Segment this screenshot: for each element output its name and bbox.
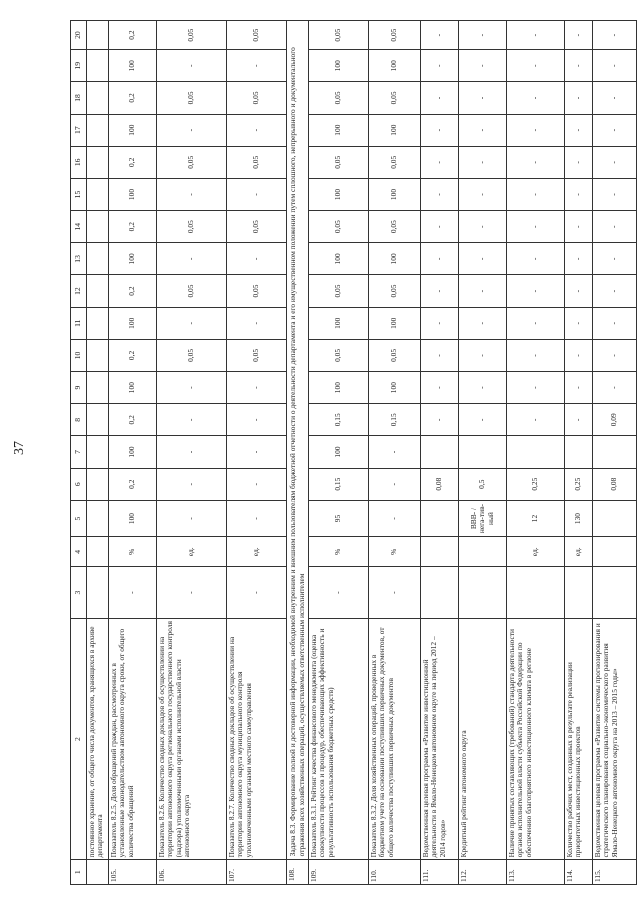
value-cell: - [157,404,227,436]
indicator-name: Количество рабочих мест, созданных в результате реализации приоритетных инвестиционных проектов [565,618,593,859]
value-cell: 0,2 [109,211,157,243]
value-cell [421,567,459,619]
value-cell: 0,5 [459,468,507,500]
header-cell: 18 [71,82,87,114]
value-cell: 0,05 [369,339,421,371]
row-number: 112. [459,860,507,885]
value-cell: - [157,178,227,210]
page-number: 37 [12,441,27,455]
value-cell: - [593,372,637,404]
value-cell [87,211,109,243]
value-cell: 0,2 [109,468,157,500]
value-cell: - [565,178,593,210]
value-cell: 0,05 [227,82,287,114]
value-cell: 100 [309,243,369,275]
value-cell: - [227,500,287,536]
value-cell: - [565,82,593,114]
value-cell: - [421,211,459,243]
value-cell [459,436,507,468]
table-row [157,21,227,885]
value-cell: - [565,243,593,275]
value-cell: 100 [309,307,369,339]
header-cell: 6 [71,468,87,500]
value-cell: 100 [369,178,421,210]
value-cell: 100 [109,307,157,339]
value-cell: - [593,275,637,307]
value-cell [87,146,109,178]
value-cell: ед. [227,537,287,567]
value-cell [87,21,109,50]
value-cell: - [227,243,287,275]
value-cell: 0,15 [309,404,369,436]
indicator-name: Кредитный рейтинг автономного округа [459,618,507,859]
value-cell: 0,05 [309,21,369,50]
value-cell: 100 [309,436,369,468]
value-cell [593,537,637,567]
value-cell: - [157,307,227,339]
value-cell: - [507,372,565,404]
value-cell: - [459,114,507,146]
value-cell: - [565,404,593,436]
indicator-name: Ведомственная целевая программа «Развитие системы прогнозирования и стратегического планирования социально-экономического развития Ямало-Ненецкого автономного округа на 2013 – 2015 годы» [593,618,637,859]
value-cell: - [157,372,227,404]
row-number: 108. [287,860,309,885]
row-number: 111. [421,860,459,885]
value-cell [87,468,109,500]
value-cell: - [565,372,593,404]
header-cell: 8 [71,404,87,436]
indicator-name: Показатель 8.2.5. Доля обращений граждан, рассмотренных в установленные законодательством автономного округа сроки, от общего количества обращений [109,618,157,859]
value-cell: - [421,275,459,307]
value-cell: - [227,404,287,436]
value-cell: 100 [369,307,421,339]
value-cell: - [507,82,565,114]
value-cell: - [459,178,507,210]
header-cell: 5 [71,500,87,536]
value-cell: 0,05 [157,339,227,371]
value-cell [507,567,565,619]
value-cell: - [565,50,593,82]
header-cell: 20 [71,21,87,50]
value-cell [593,436,637,468]
value-cell: 0,05 [369,21,421,50]
value-cell: 0,2 [109,404,157,436]
value-cell: 0,2 [109,275,157,307]
value-cell [565,567,593,619]
value-cell: - [309,567,369,619]
value-cell: - [109,567,157,619]
value-cell: 130 [565,500,593,536]
value-cell: 95 [309,500,369,536]
header-cell: 3 [71,567,87,619]
value-cell [87,537,109,567]
indicators-table [70,20,637,885]
value-cell: - [459,243,507,275]
value-cell: % [109,537,157,567]
rotated-table-area [70,20,619,885]
value-cell: 0,05 [157,21,227,50]
table-row [369,21,421,885]
value-cell: 100 [309,178,369,210]
value-cell: - [369,436,421,468]
value-cell: 0,05 [157,211,227,243]
value-cell: - [593,21,637,50]
value-cell: - [565,339,593,371]
value-cell [87,436,109,468]
value-cell: % [369,537,421,567]
value-cell: 0,05 [227,21,287,50]
value-cell: 0,05 [309,275,369,307]
value-cell: 100 [109,178,157,210]
value-cell: - [157,50,227,82]
table-row [309,21,369,885]
value-cell: - [421,114,459,146]
value-cell: 12 [507,500,565,536]
value-cell: 0,2 [109,339,157,371]
indicator-name: Показатель 8.3.1. Рейтинг качества финансового менеджмента (оценка совокупности процессов и процедур, обеспечивающих эффективность и результативность использования бюджетных средств) [309,618,369,859]
value-cell [593,567,637,619]
value-cell: - [157,468,227,500]
value-cell: - [593,178,637,210]
header-cell: 4 [71,537,87,567]
indicator-name: Показатель 8.3.2. Доля хозяйственных операций, проведенных в бюджетном учете на основании поступивших первичных документов, от общего количества поступивших первичных документов [369,618,421,859]
header-cell: 13 [71,243,87,275]
value-cell: - [459,339,507,371]
value-cell: 0,05 [309,82,369,114]
value-cell: 100 [369,372,421,404]
value-cell: - [459,21,507,50]
value-cell: - [421,307,459,339]
value-cell: - [565,307,593,339]
value-cell: 100 [109,500,157,536]
value-cell: 0,25 [507,468,565,500]
value-cell: - [593,307,637,339]
value-cell: - [507,339,565,371]
value-cell: 0,2 [109,21,157,50]
value-cell: - [593,146,637,178]
value-cell: - [227,567,287,619]
table-row [593,21,637,885]
value-cell: - [421,243,459,275]
value-cell: 0,05 [227,275,287,307]
row-number: 105. [109,860,157,885]
value-cell: - [459,404,507,436]
value-cell: - [507,211,565,243]
value-cell: - [507,50,565,82]
value-cell: - [593,211,637,243]
value-cell: - [157,114,227,146]
row-number [87,860,109,885]
value-cell: - [459,275,507,307]
value-cell: 0,15 [369,404,421,436]
value-cell: - [227,114,287,146]
value-cell: - [507,21,565,50]
rotated-table-container [70,20,619,885]
value-cell: - [459,211,507,243]
value-cell: 0,08 [421,468,459,500]
header-cell: 7 [71,436,87,468]
task-text: Задача 8.3. Формирование полной и достоверной информации, необходимой внутренним и внешним пользователям бюджетной отчетности о деятельности департамента и его имущественном положении путем сплошного, непрерывного и документального отражения всех хозяйственных операций, осуществляемых ответственным исполнителем [287,21,309,860]
value-cell: 100 [309,114,369,146]
value-cell: 0,05 [157,82,227,114]
header-cell: 19 [71,50,87,82]
row-number: 107. [227,860,287,885]
value-cell: - [421,372,459,404]
value-cell: - [157,567,227,619]
value-cell: - [507,275,565,307]
value-cell: 100 [109,436,157,468]
value-cell: - [507,146,565,178]
row-number: 110. [369,860,421,885]
header-cell: 2 [71,618,87,859]
value-cell: 0,15 [309,468,369,500]
value-cell: - [369,567,421,619]
value-cell [87,372,109,404]
value-cell [421,436,459,468]
table-body [71,21,637,885]
value-cell: - [421,50,459,82]
value-cell: % [309,537,369,567]
indicator-name: Показатель 8.2.7. Количество сводных докладов об осуществлении на территории автономного округа муниципального контроля уполномоченными органами местного самоуправления [227,618,287,859]
value-cell [421,500,459,536]
value-cell: 100 [369,243,421,275]
value-cell: - [369,500,421,536]
value-cell: - [227,372,287,404]
value-cell: 100 [369,114,421,146]
value-cell: 0,05 [369,146,421,178]
value-cell: - [157,436,227,468]
value-cell [87,500,109,536]
table-row [421,21,459,885]
value-cell: - [593,339,637,371]
table-row [459,21,507,885]
value-cell: 0,05 [369,211,421,243]
value-cell [87,243,109,275]
header-cell: 11 [71,307,87,339]
header-cell: 16 [71,146,87,178]
value-cell: 100 [309,372,369,404]
value-cell: - [565,114,593,146]
value-cell: - [369,468,421,500]
value-cell: - [507,307,565,339]
header-cell: 14 [71,211,87,243]
value-cell: - [421,178,459,210]
value-cell [87,275,109,307]
value-cell [87,82,109,114]
value-cell: 0,05 [309,146,369,178]
value-cell [87,567,109,619]
value-cell: - [459,82,507,114]
value-cell: 0,09 [593,404,637,436]
value-cell: 100 [109,114,157,146]
value-cell: - [565,146,593,178]
value-cell: - [227,178,287,210]
value-cell [593,500,637,536]
value-cell: - [593,82,637,114]
value-cell: ед. [565,537,593,567]
value-cell: ед. [157,537,227,567]
indicator-name: Ведомственная целевая программа «Развитие инвестиционной деятельности в Ямало-Ненецком автономном округе на период 2012 – 2014 годов» [421,618,459,859]
value-cell: 0,05 [369,82,421,114]
table-row [87,21,109,885]
value-cell: - [421,82,459,114]
value-cell [87,114,109,146]
value-cell: - [227,50,287,82]
row-number: 106. [157,860,227,885]
header-cell: 10 [71,339,87,371]
value-cell: 100 [309,50,369,82]
value-cell: 100 [109,243,157,275]
table-row [227,21,287,885]
value-cell: - [157,500,227,536]
value-cell: 0,05 [227,146,287,178]
value-cell: 0,05 [157,146,227,178]
column-number-row [71,21,87,885]
table-row [109,21,157,885]
table-row [565,21,593,885]
value-cell: - [421,339,459,371]
value-cell: 0,25 [565,468,593,500]
value-cell: ВВВ- /нега-тив-ный [459,500,507,536]
value-cell [87,50,109,82]
value-cell [421,537,459,567]
value-cell [459,567,507,619]
row-number: 109. [309,860,369,885]
value-cell: - [227,307,287,339]
value-cell: - [459,372,507,404]
value-cell: - [459,50,507,82]
indicator-name: постоянное хранение, от общего числа документов, хранящихся в архиве департамента [87,618,109,859]
value-cell [87,404,109,436]
header-cell: 1 [71,860,87,885]
value-cell: 100 [369,50,421,82]
value-cell: 0,05 [157,275,227,307]
value-cell: - [459,307,507,339]
value-cell: - [507,243,565,275]
value-cell: 100 [109,372,157,404]
value-cell: - [593,114,637,146]
value-cell: - [421,404,459,436]
value-cell: 0,05 [309,339,369,371]
value-cell: - [507,178,565,210]
header-cell: 12 [71,275,87,307]
value-cell: - [507,404,565,436]
value-cell [87,307,109,339]
table-row [507,21,565,885]
value-cell: - [421,21,459,50]
value-cell [87,339,109,371]
row-number: 114. [565,860,593,885]
value-cell: - [507,114,565,146]
indicator-name: Показатель 8.2.6. Количество сводных докладов об осуществлении на территории автономного округа регионального государственного контроля (надзора) уполномоченными органами исполнительной власти автономного округа [157,618,227,859]
value-cell: - [565,275,593,307]
value-cell [459,537,507,567]
value-cell: - [421,146,459,178]
task-row [287,21,309,885]
indicator-name: Наличие принятых составляющих (требований) стандарта деятельности органов исполнительной власти субъекта Российской Федерации по обеспечению благоприятного инвестиционного климата в регионе [507,618,565,859]
header-cell: 17 [71,114,87,146]
value-cell: - [593,243,637,275]
value-cell: - [565,211,593,243]
value-cell: 100 [109,50,157,82]
value-cell: 0,05 [309,211,369,243]
row-number: 113. [507,860,565,885]
row-number: 115. [593,860,637,885]
value-cell: - [593,50,637,82]
value-cell: - [565,21,593,50]
value-cell: - [227,436,287,468]
value-cell: - [157,243,227,275]
value-cell: 0,2 [109,146,157,178]
value-cell: 0,05 [227,211,287,243]
value-cell: 0,2 [109,82,157,114]
value-cell: - [227,468,287,500]
value-cell [87,178,109,210]
header-cell: 15 [71,178,87,210]
header-cell: 9 [71,372,87,404]
value-cell: 0,05 [369,275,421,307]
value-cell [565,436,593,468]
value-cell: - [459,146,507,178]
value-cell: 0,08 [593,468,637,500]
value-cell: 0,05 [227,339,287,371]
value-cell: ед. [507,537,565,567]
value-cell [507,436,565,468]
